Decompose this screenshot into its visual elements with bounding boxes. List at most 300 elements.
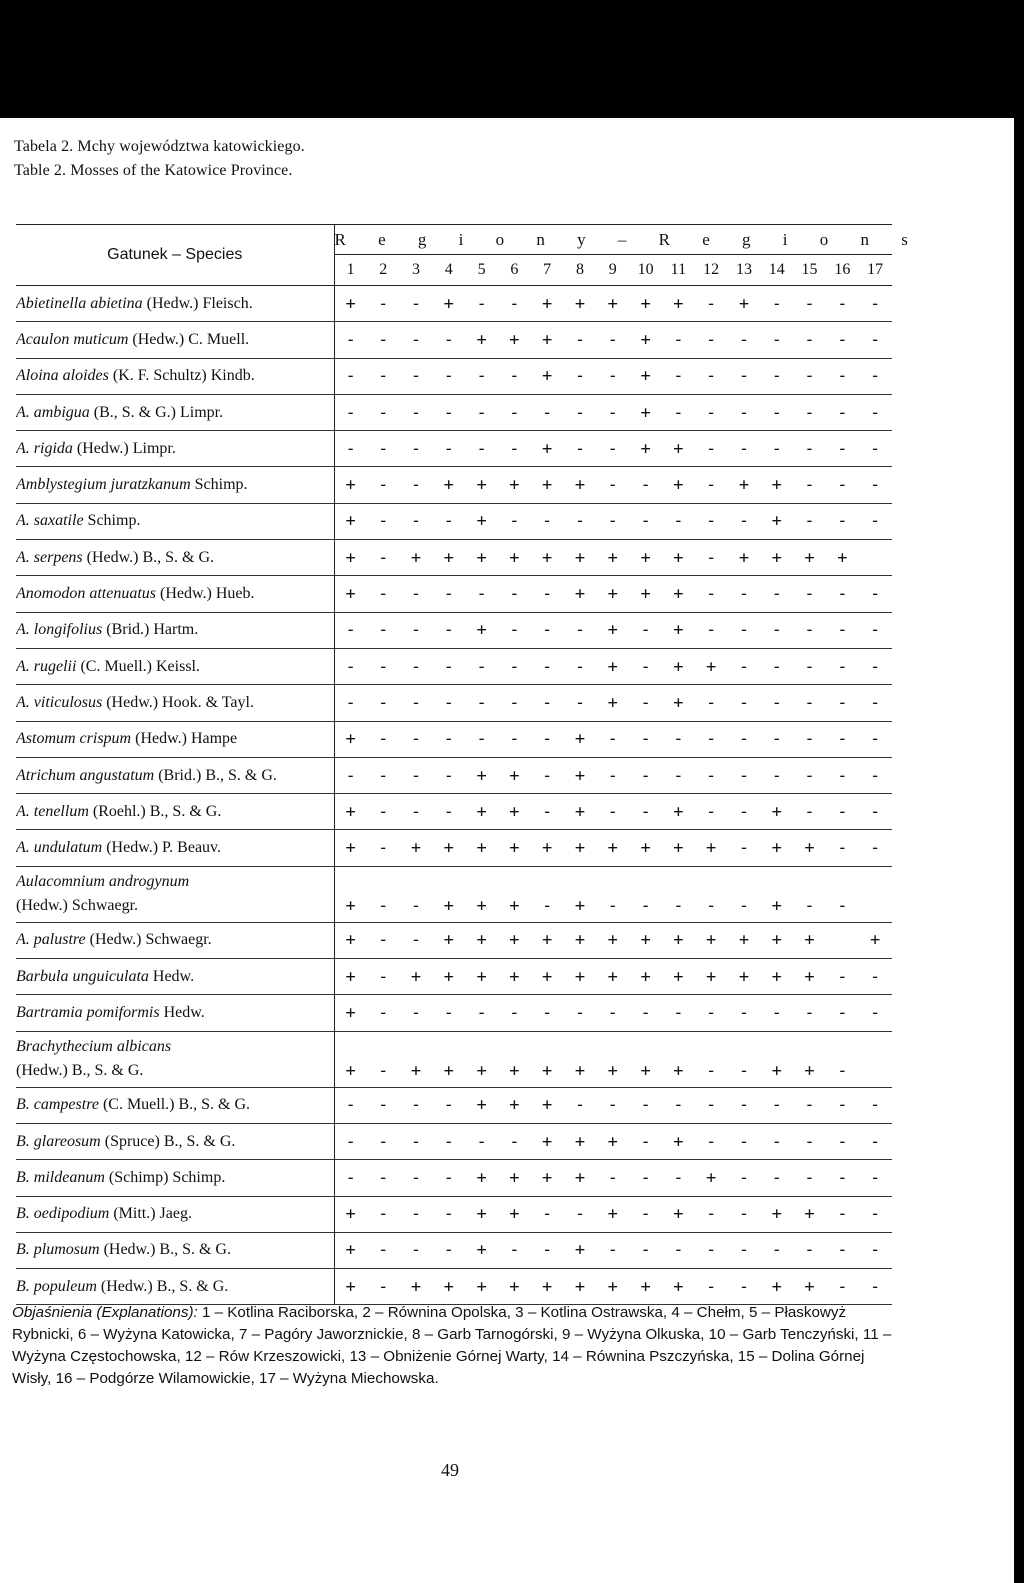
presence-mark: - [826, 1031, 859, 1087]
presence-mark: + [793, 1269, 826, 1305]
presence-mark: - [367, 995, 400, 1031]
presence-mark: + [465, 1232, 498, 1268]
species-cell [16, 394, 334, 430]
presence-mark: - [400, 503, 433, 539]
presence-mark: - [400, 721, 433, 757]
presence-mark: - [859, 612, 892, 648]
presence-mark: - [400, 1232, 433, 1268]
presence-mark: + [760, 467, 793, 503]
presence-mark: + [432, 286, 465, 322]
presence-mark: - [531, 612, 564, 648]
presence-mark: + [531, 540, 564, 576]
presence-mark: + [728, 540, 761, 576]
presence-mark: + [498, 1196, 531, 1232]
presence-mark: - [432, 1196, 465, 1232]
presence-mark: - [432, 431, 465, 467]
presence-mark: + [334, 540, 367, 576]
presence-mark: + [760, 503, 793, 539]
presence-mark: + [695, 922, 728, 958]
presence-mark: - [367, 467, 400, 503]
presence-mark: + [400, 540, 433, 576]
table-row [16, 612, 892, 648]
presence-mark: - [629, 685, 662, 721]
presence-mark: - [367, 1087, 400, 1123]
presence-mark: + [662, 959, 695, 995]
table-row [16, 467, 892, 503]
presence-mark: + [334, 1232, 367, 1268]
presence-mark: - [826, 721, 859, 757]
presence-mark: - [367, 612, 400, 648]
presence-mark: + [596, 1123, 629, 1159]
presence-mark: - [859, 830, 892, 866]
presence-mark: + [596, 286, 629, 322]
presence-mark: + [498, 830, 531, 866]
presence-mark: - [695, 286, 728, 322]
presence-mark: - [367, 794, 400, 830]
presence-mark: - [334, 1087, 367, 1123]
species-author: Schimp. [194, 476, 248, 494]
presence-mark: - [334, 1160, 367, 1196]
species-cell [16, 431, 334, 467]
presence-mark: - [498, 721, 531, 757]
species-cell [16, 995, 334, 1031]
presence-mark: - [695, 576, 728, 612]
presence-mark: - [695, 1031, 728, 1087]
presence-mark: + [465, 1031, 498, 1087]
presence-mark: + [629, 1031, 662, 1087]
presence-mark: - [596, 721, 629, 757]
presence-mark: - [531, 576, 564, 612]
presence-mark: + [531, 922, 564, 958]
presence-mark: - [826, 612, 859, 648]
species-cell [16, 322, 334, 358]
presence-mark: - [531, 685, 564, 721]
presence-mark: - [826, 794, 859, 830]
species-genus: A. rugelii [16, 657, 77, 675]
presence-mark: - [564, 612, 597, 648]
presence-mark: + [695, 830, 728, 866]
presence-mark: - [695, 1087, 728, 1123]
presence-mark: - [564, 394, 597, 430]
presence-mark: - [826, 467, 859, 503]
presence-mark: - [728, 866, 761, 922]
presence-mark: - [760, 431, 793, 467]
presence-mark: + [531, 1123, 564, 1159]
region-number-header: 14 [760, 255, 793, 286]
presence-mark: + [432, 467, 465, 503]
table-row [16, 503, 892, 539]
species-cell [16, 866, 334, 922]
species-author: (Brid.) Hartm. [106, 621, 199, 639]
presence-mark: + [400, 1269, 433, 1305]
presence-mark: - [498, 648, 531, 684]
presence-mark: - [826, 358, 859, 394]
presence-mark: - [760, 394, 793, 430]
presence-mark: - [334, 757, 367, 793]
presence-mark: + [400, 959, 433, 995]
presence-mark: + [432, 830, 465, 866]
species-author: (Hedw.) Hueb. [160, 585, 255, 603]
presence-mark: - [728, 1160, 761, 1196]
presence-mark: - [695, 1196, 728, 1232]
presence-mark: + [793, 922, 826, 958]
presence-mark: - [498, 358, 531, 394]
presence-mark: - [498, 431, 531, 467]
presence-mark: - [531, 866, 564, 922]
region-number-header: 6 [498, 255, 531, 286]
presence-mark: + [465, 959, 498, 995]
presence-mark: + [334, 576, 367, 612]
presence-mark: + [334, 995, 367, 1031]
presence-mark: - [465, 648, 498, 684]
presence-mark: + [596, 1031, 629, 1087]
presence-mark: + [793, 959, 826, 995]
presence-mark: - [793, 467, 826, 503]
presence-mark: - [793, 1123, 826, 1159]
presence-mark: - [793, 503, 826, 539]
region-number-header: 11 [662, 255, 695, 286]
presence-mark: - [859, 358, 892, 394]
presence-mark: - [629, 721, 662, 757]
presence-mark: - [400, 866, 433, 922]
presence-mark: - [498, 286, 531, 322]
region-number-header: 16 [826, 255, 859, 286]
species-genus: B. campestre [16, 1096, 99, 1114]
presence-mark: + [596, 830, 629, 866]
table-row [16, 757, 892, 793]
species-genus: B. oedipodium [16, 1205, 110, 1223]
species-column-header: Gatunek – Species [16, 225, 334, 286]
presence-mark: + [629, 358, 662, 394]
presence-mark: - [826, 685, 859, 721]
presence-mark: - [498, 612, 531, 648]
presence-mark: - [334, 322, 367, 358]
presence-mark: - [826, 286, 859, 322]
table-row [16, 866, 892, 922]
presence-mark: + [629, 1269, 662, 1305]
species-genus: Abietinella abietina [16, 294, 143, 312]
species-genus: A. ambigua [16, 403, 90, 421]
species-genus: A. undulatum [16, 839, 103, 857]
presence-mark: - [662, 394, 695, 430]
species-genus: Amblystegium juratzkanum [16, 476, 191, 494]
presence-mark: - [695, 503, 728, 539]
presence-mark: - [662, 358, 695, 394]
presence-mark: + [728, 286, 761, 322]
presence-mark: - [367, 830, 400, 866]
presence-mark: - [826, 322, 859, 358]
presence-mark: + [760, 1196, 793, 1232]
presence-mark: - [859, 576, 892, 612]
table-row [16, 358, 892, 394]
presence-mark: - [728, 576, 761, 612]
presence-mark: - [826, 576, 859, 612]
table-row [16, 1160, 892, 1196]
presence-mark: - [662, 322, 695, 358]
species-author: (B., S. & G.) Limpr. [93, 403, 224, 421]
presence-mark: - [465, 576, 498, 612]
presence-mark: - [793, 358, 826, 394]
presence-mark: - [662, 1232, 695, 1268]
presence-mark: + [465, 757, 498, 793]
species-author: (K. F. Schultz) Kindb. [112, 367, 255, 385]
presence-mark: + [334, 866, 367, 922]
presence-mark: + [334, 1196, 367, 1232]
presence-mark: + [432, 959, 465, 995]
species-genus: A. saxatile [16, 512, 84, 530]
species-author: (Schimp) Schimp. [108, 1168, 226, 1186]
species-author: (Roehl.) B., S. & G. [92, 802, 222, 820]
presence-mark: - [596, 1160, 629, 1196]
presence-mark: + [498, 467, 531, 503]
presence-mark: - [596, 1087, 629, 1123]
presence-mark: - [728, 1196, 761, 1232]
presence-mark: - [859, 995, 892, 1031]
species-genus: B. glareosum [16, 1132, 101, 1150]
presence-mark: + [465, 540, 498, 576]
presence-mark: + [465, 866, 498, 922]
presence-mark: + [531, 1031, 564, 1087]
presence-mark: - [760, 1160, 793, 1196]
presence-mark: - [367, 576, 400, 612]
presence-mark: - [367, 721, 400, 757]
presence-mark: + [400, 830, 433, 866]
species-author: (Hedw.) P. Beauv. [106, 839, 222, 857]
presence-mark: + [564, 1269, 597, 1305]
presence-mark: - [760, 648, 793, 684]
presence-mark: + [531, 431, 564, 467]
presence-mark: - [826, 394, 859, 430]
species-author: Schimp. [87, 512, 141, 530]
species-genus: Acaulon muticum [16, 330, 129, 348]
presence-mark: - [367, 503, 400, 539]
presence-mark: - [826, 648, 859, 684]
presence-mark: + [334, 959, 367, 995]
presence-mark: + [432, 1031, 465, 1087]
presence-mark: - [728, 648, 761, 684]
region-number-header: 5 [465, 255, 498, 286]
presence-mark: + [564, 576, 597, 612]
presence-mark: - [859, 1232, 892, 1268]
presence-mark: - [498, 1123, 531, 1159]
presence-mark: - [826, 1087, 859, 1123]
presence-mark: - [564, 431, 597, 467]
presence-mark: + [564, 1123, 597, 1159]
presence-mark: - [564, 503, 597, 539]
footnote [12, 1302, 898, 1390]
species-genus: Astomum crispum [16, 730, 132, 748]
presence-mark: + [465, 1269, 498, 1305]
presence-mark: + [662, 612, 695, 648]
presence-mark: - [629, 1160, 662, 1196]
presence-mark: - [728, 1031, 761, 1087]
species-cell [16, 794, 334, 830]
presence-mark [859, 1031, 892, 1087]
presence-mark: - [400, 467, 433, 503]
presence-mark: - [629, 1087, 662, 1123]
presence-mark: + [695, 959, 728, 995]
mosses-table [16, 224, 922, 1305]
species-author: Hedw. [152, 967, 195, 985]
presence-mark: - [400, 1196, 433, 1232]
presence-mark: - [728, 1087, 761, 1123]
presence-mark: - [400, 995, 433, 1031]
presence-mark: + [498, 1160, 531, 1196]
region-number-header: 10 [629, 255, 662, 286]
table-row [16, 995, 892, 1031]
presence-mark: - [367, 1123, 400, 1159]
presence-mark: - [728, 685, 761, 721]
presence-mark: - [334, 1123, 367, 1159]
table-row [16, 1087, 892, 1123]
presence-mark: - [432, 1232, 465, 1268]
table-row [16, 721, 892, 757]
presence-mark: - [367, 1232, 400, 1268]
presence-mark: - [629, 1232, 662, 1268]
presence-mark: - [367, 1269, 400, 1305]
presence-mark: - [367, 866, 400, 922]
presence-mark: - [432, 995, 465, 1031]
presence-mark: - [432, 794, 465, 830]
presence-mark: - [531, 794, 564, 830]
species-cell [16, 286, 334, 322]
presence-mark: - [728, 322, 761, 358]
presence-mark: + [432, 922, 465, 958]
presence-mark: + [662, 467, 695, 503]
presence-mark: + [629, 540, 662, 576]
presence-mark: - [400, 286, 433, 322]
presence-mark: + [531, 358, 564, 394]
presence-mark: + [596, 576, 629, 612]
presence-mark: - [859, 467, 892, 503]
table-body [16, 286, 892, 1305]
presence-mark: + [793, 1196, 826, 1232]
presence-mark: - [728, 358, 761, 394]
presence-mark: + [596, 922, 629, 958]
presence-mark: - [465, 685, 498, 721]
presence-mark: - [859, 757, 892, 793]
species-author: (C. Muell.) B., S. & G. [102, 1096, 251, 1114]
presence-mark: - [695, 757, 728, 793]
species-author: (Hedw.) C. Muell. [132, 330, 250, 348]
table-row [16, 286, 892, 322]
species-author: (Brid.) B., S. & G. [158, 766, 277, 784]
presence-mark: - [531, 394, 564, 430]
species-cell [16, 467, 334, 503]
presence-mark: + [629, 576, 662, 612]
presence-mark: - [826, 503, 859, 539]
presence-mark: - [662, 757, 695, 793]
regions-column-header: R e g i o n y – R e g i o n s [334, 225, 892, 255]
species-genus: Barbula unguiculata [16, 967, 149, 985]
region-number-header: 13 [728, 255, 761, 286]
presence-mark: + [662, 576, 695, 612]
species-cell [16, 503, 334, 539]
table-row [16, 431, 892, 467]
region-number-header: 7 [531, 255, 564, 286]
presence-mark: + [465, 467, 498, 503]
presence-mark: - [432, 757, 465, 793]
presence-mark: - [793, 394, 826, 430]
presence-mark: + [596, 1269, 629, 1305]
presence-mark: + [662, 540, 695, 576]
presence-mark: + [564, 467, 597, 503]
presence-mark: + [760, 866, 793, 922]
presence-mark: + [498, 959, 531, 995]
presence-mark: - [695, 1232, 728, 1268]
presence-mark: - [400, 394, 433, 430]
presence-mark: - [629, 612, 662, 648]
presence-mark: - [498, 995, 531, 1031]
presence-mark: + [662, 685, 695, 721]
table-row [16, 1269, 892, 1305]
presence-mark: - [531, 757, 564, 793]
presence-mark: + [498, 540, 531, 576]
presence-mark: - [826, 757, 859, 793]
presence-mark: - [760, 1123, 793, 1159]
presence-mark: + [564, 1232, 597, 1268]
species-cell [16, 1269, 334, 1305]
presence-mark: + [564, 721, 597, 757]
presence-mark: - [826, 995, 859, 1031]
presence-mark: + [760, 922, 793, 958]
presence-mark: - [400, 431, 433, 467]
presence-mark: - [859, 394, 892, 430]
species-author: (C. Muell.) Keissl. [80, 657, 200, 675]
presence-mark: + [334, 922, 367, 958]
species-cell [16, 830, 334, 866]
presence-mark: - [695, 866, 728, 922]
presence-mark: + [564, 959, 597, 995]
presence-mark: - [432, 721, 465, 757]
presence-mark: - [432, 648, 465, 684]
presence-mark: - [859, 1087, 892, 1123]
table-row [16, 1232, 892, 1268]
presence-mark: - [465, 431, 498, 467]
presence-mark: - [859, 685, 892, 721]
presence-mark: - [728, 721, 761, 757]
table-title-polish: Tabela 2. Mchy województwa katowickiego. [14, 138, 305, 155]
presence-mark: - [760, 322, 793, 358]
species-genus: A. rigida [16, 439, 73, 457]
species-cell [16, 1232, 334, 1268]
presence-mark: - [728, 1232, 761, 1268]
table-row [16, 685, 892, 721]
species-genus: Brachythecium albicans [16, 1038, 172, 1056]
presence-mark: - [793, 431, 826, 467]
presence-mark: - [826, 1160, 859, 1196]
region-number-header: 12 [695, 255, 728, 286]
species-cell [16, 1196, 334, 1232]
presence-mark: - [432, 1123, 465, 1159]
region-number-header: 1 [334, 255, 367, 286]
presence-mark: + [662, 1269, 695, 1305]
presence-mark: - [334, 612, 367, 648]
species-genus: Aloina aloides [16, 367, 109, 385]
presence-mark: + [760, 830, 793, 866]
presence-mark: + [564, 1031, 597, 1087]
presence-mark: - [793, 757, 826, 793]
presence-mark: - [564, 322, 597, 358]
species-author: (Hedw.) B., S. & G. [103, 1241, 231, 1259]
presence-mark: + [432, 866, 465, 922]
presence-mark: + [629, 286, 662, 322]
presence-mark: - [760, 1087, 793, 1123]
presence-mark: - [760, 612, 793, 648]
presence-mark [859, 866, 892, 922]
presence-mark: - [728, 503, 761, 539]
presence-mark: - [859, 431, 892, 467]
